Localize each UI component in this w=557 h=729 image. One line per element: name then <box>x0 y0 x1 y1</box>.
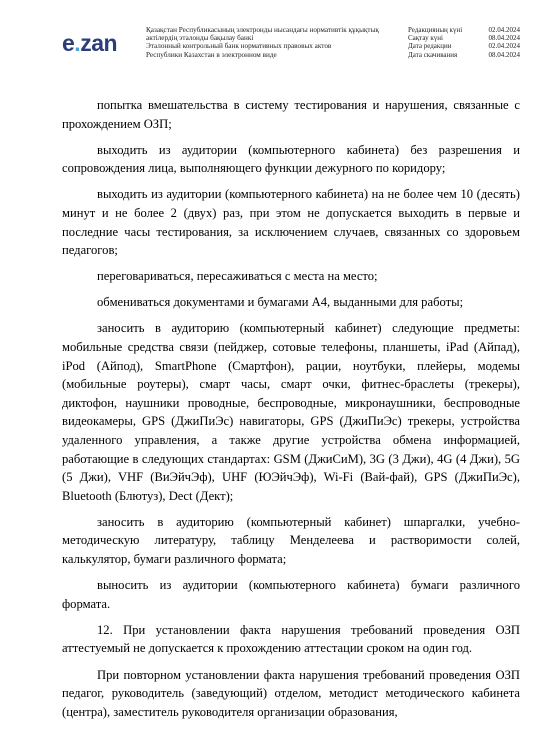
paragraph: выносить из аудитории (компьютерного кабинета) бумаги различного формата. <box>62 578 520 611</box>
header-line: Қазақстан Республикасының электронды нысандағы нормативтік құқықтық <box>146 26 379 34</box>
paragraph: переговариваться, пересаживаться с места на место; <box>97 269 378 284</box>
ezan-logo <box>62 32 117 55</box>
header-date-row <box>408 51 520 59</box>
header-line: актілердің эталонды бақылау банкі <box>146 34 254 43</box>
date-value: 02.04.2024 <box>488 42 520 51</box>
paragraph: выходить из аудитории (компьютерного кабинета) на не более чем 10 (десять) минут и не более 2 (двух) раз, при этом не допускается выходить в первые и последние часы тестирования, за исключением случаев, связанных со здоровьем педагогов; <box>62 187 520 258</box>
logo-dot: . <box>74 30 81 56</box>
paragraph: выходить из аудитории (компьютерного кабинета) без разрешения и сопровождения лица, выполняющего функции дежурного по коридору; <box>62 142 520 176</box>
paragraph: обмениваться документами и бумагами А4, выданными для работы; <box>97 295 464 310</box>
logo-brand: e <box>62 30 75 56</box>
date-value: 02.04.2024 <box>488 26 520 34</box>
date-value: 08.04.2024 <box>488 34 520 43</box>
logo-suffix: zan <box>80 30 118 56</box>
header-date-row <box>408 42 520 50</box>
document-body <box>62 96 520 729</box>
date-value: 08.04.2024 <box>488 50 520 59</box>
paragraph: попытка вмешательства в систему тестирования и нарушения, связанные с прохождением ОЗП; <box>62 98 520 131</box>
paragraph: 12. При установлении факта нарушения требований проведения ОЗП аттестуемый не допускается к прохождению аттестации сроком на один год. <box>62 622 520 656</box>
header-source-text <box>146 26 391 59</box>
paragraph: При повторном установлении факта нарушения требований проведения ОЗП педагог, руководитель (заведующий) отделом, методист методического кабинета (центра), заместитель руководителя организации образования, <box>62 667 520 719</box>
header-line: Эталонный контрольный банк нормативных правовых актов <box>146 42 332 51</box>
date-label: Сақтау күні <box>408 34 443 43</box>
date-label: Дата редакции <box>408 42 452 51</box>
paragraph: заносить в аудиторию (компьютерный кабинет) шпаргалки, учебно-методическую литературу, таблицу Менделеева и растворимости солей, калькулятор, бумаги различного формата; <box>62 514 520 567</box>
header-dates-table <box>408 26 520 59</box>
date-label: Редакцияның күні <box>408 26 463 34</box>
header-date-row <box>408 26 520 34</box>
date-label: Дата скачивания <box>408 50 458 59</box>
header-line: Республики Казахстан в электронном виде <box>146 50 277 59</box>
paragraph: заносить в аудиторию (компьютерный кабинет) следующие предметы: мобильные средства связи (пейджер, сотовые телефоны, планшеты, iPad (Айпад), iPod (Айпод), SmartPhone (Смартфон), рации, ноутбуки, плейеры, модемы (мобильные роутеры), смарт часы, смарт очки, фитнес-браслеты (трекеры), диктофон, наушники проводные, беспроводные, микронаушники, беспроводные видеокамеры, GPS (ДжиПиЭс) навигаторы, GPS (ДжиПиЭс) трекеры, устройства удаленного управления, а также другие устройства обмена информацией, работающие в следующих стандартах: GSM (ДжиСиМ), 3G (3 Джи), 4G (4 Джи), 5G (5 Джи), VHF (ВиЭйчЭф), UHF (ЮЭйчЭф), Wi-Fi (Вай-фай), GPS (ДжиПиЭс), Bluetooth (Блютуз), Dect (Дект); <box>62 321 520 503</box>
header-date-row <box>408 34 520 42</box>
document-header <box>62 26 520 68</box>
